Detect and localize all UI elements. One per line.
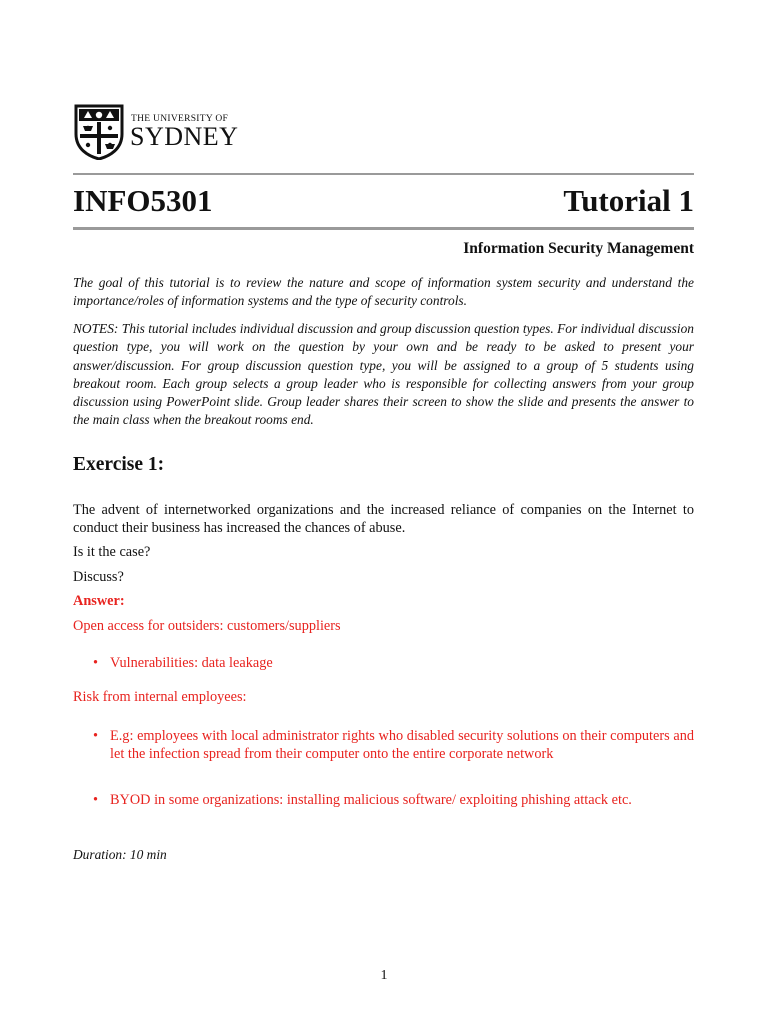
exercise-title: Exercise 1: xyxy=(73,454,165,475)
list-item-text: Vulnerabilities: data leakage xyxy=(110,655,273,671)
exercise-question-3: Discuss? xyxy=(73,569,124,585)
bullet-icon: • xyxy=(93,728,99,744)
logo-line-2: SYDNEY xyxy=(130,122,239,151)
header-rule-bottom xyxy=(73,227,694,230)
page-subtitle: Information Security Management xyxy=(463,240,694,257)
exercise-duration: Duration: 10 min xyxy=(73,847,167,862)
header-rule-top xyxy=(73,173,694,175)
tutorial-goal: The goal of this tutorial is to review the nature and scope of information system security and understand the importance/roles of information systems and the type of security controls. xyxy=(73,275,694,309)
answer-label: Answer: xyxy=(73,593,125,609)
answer-risk-internal: Risk from internal employees: xyxy=(73,689,247,705)
bullet-icon: • xyxy=(93,655,99,671)
page-number: 1 xyxy=(380,968,388,983)
exercise-question: The advent of internetworked organizations and the increased reliance of companies on the Internet to conduct their business has increased the chances of abuse. xyxy=(73,502,694,536)
bullet-icon: • xyxy=(93,792,99,808)
list-item-text: BYOD in some organizations: installing malicious software/ exploiting phishing attack etc. xyxy=(110,792,632,808)
university-crest-icon xyxy=(73,104,125,160)
exercise-question-2: Is it the case? xyxy=(73,544,151,560)
course-code: INFO5301 xyxy=(73,183,213,218)
tutorial-notes: NOTES: This tutorial includes individual discussion and group discussion question types. For individual discussion question type, you will work on the question by your own and be ready to be asked to present your answer/discussion. For group discussion question type, you will be assigned to a group of 5 students using breakout room. Each group selects a group leader who is responsible for collecting answers from your group discussion using PowerPoint slide. Group leader shares their screen to show the slide and presents the answer to the main class when the breakout rooms end. xyxy=(73,321,694,428)
university-logo xyxy=(73,104,243,160)
list-item-text: E.g: employees with local administrator rights who disabled security solutions on their computers and let the infection spread from their computer onto the entire corporate network xyxy=(110,728,694,762)
tutorial-label: Tutorial 1 xyxy=(563,183,694,218)
answer-open-access: Open access for outsiders: customers/suppliers xyxy=(73,618,341,634)
logo-line-1: THE UNIVERSITY OF xyxy=(131,114,229,124)
